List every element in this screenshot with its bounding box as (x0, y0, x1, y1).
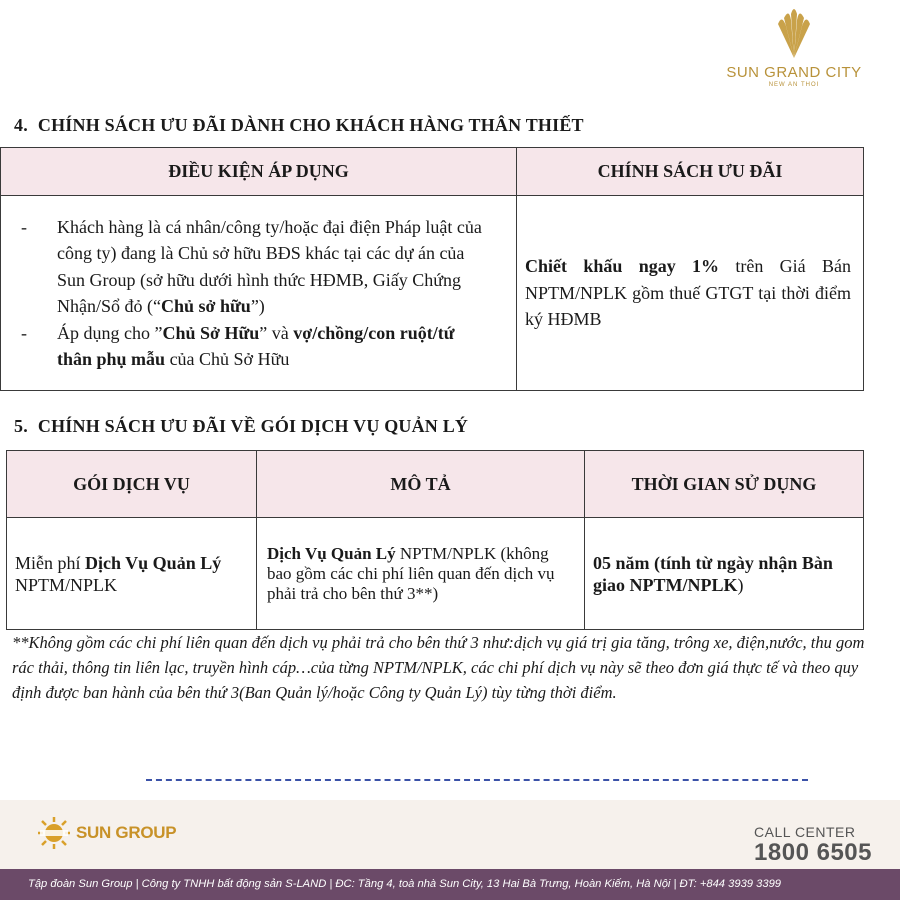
sun-icon (36, 816, 72, 850)
condition-bullet-2 (21, 320, 494, 373)
section-4-heading (14, 115, 584, 136)
brand-name: SUN GRAND CITY (726, 64, 862, 81)
footnote: **Không gồm các chi phí liên quan đến dịch vụ phải trả cho bên thứ 3 như:dịch vụ giá trị gia tăng, trông xe, điện,nước, thu gom rác thải, thông tin liên lạc, truyền hình cáp…của từng NPTM/NPLK, các chi phí dịch vụ này sẽ theo đơn giá thực tế và theo quy định được ban hành của bên thứ 3(Ban Quản lý/hoặc Công ty Quản Lý) tùy từng thời điểm. (12, 633, 865, 702)
description-bold: Dịch Vụ Quản Lý (267, 543, 396, 563)
description-cell (257, 518, 585, 630)
condition-bullet-1 (21, 214, 494, 320)
sun-group-logo (36, 816, 176, 850)
bullet-2-bold-1: Chủ Sở Hữu (162, 322, 260, 343)
package-text-1: Miễn phí (15, 552, 85, 573)
sun-group-name: SUN GROUP (76, 823, 177, 842)
duration-header: THỜI GIAN SỬ DỤNG (585, 451, 864, 518)
section-5-title: CHÍNH SÁCH ƯU ĐÃI VỀ GÓI DỊCH VỤ QUẢN LÝ (37, 416, 469, 436)
call-center-number: 1800 6505 (754, 839, 872, 866)
section-4-number: 4. (14, 115, 28, 135)
table-header-row (1, 148, 864, 196)
bullet-2-bold-2: vợ/chồng/con ruột/tứ thân phụ mẫu (57, 322, 455, 369)
address-bar: Tập đoàn Sun Group | Công ty TNHH bất động sản S-LAND | ĐC: Tầng 4, toà nhà Sun City, 13 Hai Bà Trưng, Hoàn Kiếm, Hà Nội | ĐT: +844 3939 3399 (0, 869, 900, 900)
shell-icon (772, 6, 816, 62)
sun-grand-city-logo (714, 6, 874, 88)
section-4-title: CHÍNH SÁCH ƯU ĐÃI DÀNH CHO KHÁCH HÀNG THÂN THIẾT (37, 115, 584, 135)
package-header: GÓI DỊCH VỤ (7, 451, 257, 518)
bullet-2-text-2: ” và (259, 322, 294, 343)
table-row (7, 518, 864, 630)
duration-end: ) (737, 574, 744, 595)
duration-cell (585, 518, 864, 630)
bullet-dash: - (21, 216, 27, 237)
dashed-divider (146, 779, 808, 781)
package-text-2: NPTM/NPLK (15, 574, 118, 595)
description-header: MÔ TẢ (257, 451, 585, 518)
bullet-2-text-1: Áp dụng cho ” (57, 322, 163, 343)
bullet-1-bold: Chủ sở hữu (160, 296, 251, 316)
package-bold: Dịch Vụ Quản Lý (85, 552, 222, 573)
policy-bold: Chiết khấu ngay 1% (525, 256, 720, 277)
section-5-heading (14, 416, 468, 437)
brand-subtitle: NEW AN THOI (768, 82, 820, 88)
policy-cell (517, 196, 864, 391)
policy-text: trên Giá Bán NPTM/NPLK gồm thuế GTGT tại thời điểm ký HĐMB (525, 256, 851, 330)
condition-cell (1, 196, 517, 391)
table-header-row (7, 451, 864, 518)
package-cell (7, 518, 257, 630)
bullet-dash: - (21, 322, 27, 343)
bullet-2-text-3: của Chủ Sở Hữu (165, 349, 290, 369)
management-service-table (6, 450, 864, 630)
policy-header: CHÍNH SÁCH ƯU ĐÃI (517, 148, 864, 196)
call-center-label: CALL CENTER (754, 824, 856, 840)
description-text: NPTM/NPLK (không bao gồm các chi phí liên quan đến dịch vụ phải trả cho bên thứ 3**) (267, 543, 555, 603)
table-row (1, 196, 864, 391)
condition-header: ĐIỀU KIỆN ÁP DỤNG (1, 148, 517, 196)
section-5-number: 5. (14, 416, 28, 436)
loyal-customer-table (0, 147, 864, 391)
bullet-1-end: ”) (250, 296, 265, 316)
bullet-1-text: Khách hàng là cá nhân/công ty/hoặc đại điện Pháp luật của công ty) đang là Chủ sở hữu BĐS khác tại các dự án của Sun Group (sở hữu dưới hình thức HĐMB, Giấy Chứng Nhận/Sổ đỏ (“ (57, 216, 482, 316)
call-center (754, 824, 872, 866)
duration-bold: 05 năm (tính từ ngày nhận Bàn giao NPTM/NPLK (593, 552, 833, 595)
